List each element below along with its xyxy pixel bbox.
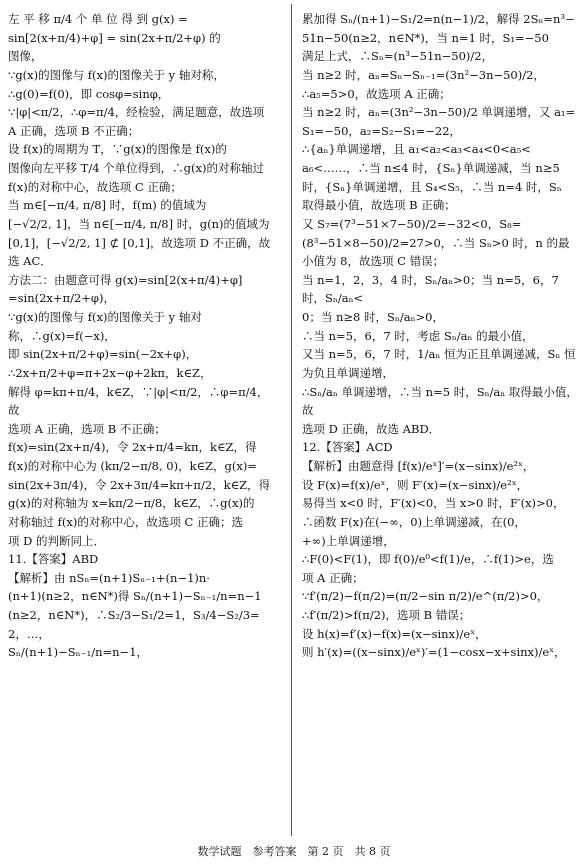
text-line: Sₙ/(n+1)−Sₙ₋₁/n=n−1， — [8, 645, 149, 660]
text-line: 设 F(x)=f(x)/eˣ，则 F′(x)=(x−sinx)/e²ˣ， — [302, 477, 529, 492]
column-divider — [291, 4, 292, 836]
text-line: 【解析】由题意得 [f(x)/eˣ]′=(x−sinx)/e²ˣ， — [302, 459, 535, 473]
text-line: 易得当 x<0 时，F′(x)<0，当 x>0 时，F′(x)>0， — [302, 496, 565, 511]
text-line: ∵g(x)的图像与 f(x)的图像关于 y 轴对称， — [8, 67, 225, 82]
text-line: ∵g(x)的图像与 f(x)的图像关于 y 轴对 — [8, 310, 202, 324]
text-line: 则 h′(x)=((x−sinx)/eˣ)′=(1−cosx−x+sinx)/eˣ， — [302, 645, 566, 660]
text-line: ∵|φ|<π/2，∴φ=π/4，经检验，满足题意，故选项 — [8, 105, 265, 120]
text-line: ∴F(0)<F(1)，即 f(0)/e⁰<f(1)/e，∴f(1)>e，选 — [302, 552, 554, 567]
text-line: (n≥2，n∈N*)，∴S₂/3−S₁/2=1，S₃/4−S₂/3=2，…， — [8, 608, 260, 641]
text-line: f(x)的对称中心，故选项 C 正确； — [8, 179, 182, 194]
text-line: ∴f′(π/2)>f(π/2)，选项 B 错误； — [302, 608, 471, 622]
text-line: 设 f(x)的周期为 T，∵g(x)的图像是 f(x)的 — [8, 142, 227, 157]
text-line: 即 sin(2x+π/2+φ)=sin(−2x+φ)， — [8, 347, 198, 362]
text-line: 又 S₇=(7³−51×7−50)/2=−32<0，S₈= — [302, 216, 522, 231]
text-line: sin(2x+3π/4)，令 2x+3π/4=kπ+π/2，k∈Z，得 — [8, 477, 271, 492]
right-column — [302, 10, 580, 662]
text-line: S₁=−50，a₂=S₂−S₁=−22， — [302, 123, 462, 138]
text-line: 【解析】由 nSₙ=(n+1)Sₙ₋₁+(n−1)n· — [8, 570, 210, 585]
text-line: 解得 φ=kπ+π/4，k∈Z，∵|φ|<π/2，∴φ=π/4，故 — [8, 384, 269, 418]
text-line: 又当 n=5，6，7 时，1/aₙ 恒为正且单调递减，Sₙ 恒 — [302, 347, 576, 362]
text-line: 取得最小值，故选项 B 正确； — [302, 198, 456, 213]
text-line: f(x)的对称中心为 (kπ/2−π/8, 0)，k∈Z，g(x)= — [8, 459, 258, 473]
text-line: ∴函数 F(x)在(−∞，0)上单调递减，在(0， — [302, 514, 526, 529]
text-line: 当 n≥2 时，aₙ=(3n²−3n−50)/2 单调递增，又 a₁= — [302, 105, 576, 120]
text-line: =sin(2x+π/2+φ)， — [8, 291, 115, 306]
left-column — [8, 10, 278, 662]
text-line: [0,1]，[−√2/2, 1] ⊄ [0,1]，故选项 D 不正确，故 — [8, 235, 271, 250]
text-line: 项 A 正确； — [302, 570, 364, 585]
text-line: 11.【答案】ABD — [8, 552, 99, 567]
text-line: ∵f′(π/2)−f(π/2)=(π/2−sin π/2)/e^(π/2)>0， — [302, 589, 549, 604]
text-line: 图像向左平移 T/4 个单位得到，∴g(x)的对称轴过 — [8, 161, 264, 175]
text-line: sin[2(x+π/4)+φ] = sin(2x+π/2+φ) 的 — [8, 30, 221, 45]
text-line: 当 n=1，2，3，4 时，Sₙ/aₙ>0；当 n=5，6，7 时，Sₙ/aₙ< — [302, 272, 559, 306]
text-line: 图像， — [8, 49, 43, 64]
text-line: ∴2x+π/2+φ=π+2x−φ+2kπ，k∈Z， — [8, 365, 212, 380]
text-line: 0；当 n≥8 时，Sₙ/aₙ>0， — [302, 310, 444, 324]
text-line: 当 n≥2 时，aₙ=Sₙ−Sₙ₋₁=(3n²−3n−50)/2， — [302, 67, 545, 82]
text-line: a₆<……，∴当 n≤4 时，{Sₙ}单调递减，当 n≥5 — [302, 161, 560, 175]
text-line: g(x)的对称轴为 x=kπ/2−π/8，k∈Z，∴g(x)的 — [8, 496, 255, 511]
text-line: 当 m∈[−π/4, π/8] 时，f(m) 的值域为 — [8, 198, 207, 213]
text-line: 累加得 Sₙ/(n+1)−S₁/2=n(n−1)/2，解得 2Sₙ=n³− — [302, 12, 575, 26]
text-line: 12.【答案】ACD — [302, 440, 393, 455]
text-line: 设 h(x)=f′(x)−f(x)=(x−sinx)/eˣ， — [302, 626, 487, 641]
page-footer: 数学试题 参考答案 第 2 页 共 8 页 — [197, 845, 391, 858]
text-line: ∴当 n=5，6，7 时，考虑 Sₙ/aₙ 的最小值， — [302, 328, 534, 343]
text-line: 时，{Sₙ}单调递增，且 S₄<S₅，∴当 n=4 时，Sₙ — [302, 179, 562, 194]
text-line: A 正确，选项 B 不正确； — [8, 123, 140, 138]
text-line: (n+1)(n≥2，n∈N*)得 Sₙ/(n+1)−Sₙ₋₁/n=n−1 — [8, 589, 262, 604]
text-line: (8³−51×8−50)/2=27>0，∴当 Sₙ>0 时，n 的最 — [302, 235, 570, 250]
text-line: 项 D 的判断同上． — [8, 533, 106, 548]
text-line: 称，∴g(x)=f(−x)， — [8, 328, 116, 343]
text-line: f(x)=sin(2x+π/4)，令 2x+π/4=kπ，k∈Z，得 — [8, 440, 257, 455]
text-line: 满足上式，∴Sₙ=(n³−51n−50)/2， — [302, 49, 494, 64]
text-line: 对称轴过 f(x)的对称中心，故选项 C 正确；选 — [8, 514, 243, 529]
text-line: [−√2/2, 1]，当 n∈[−π/4, π/8] 时，g(n)的值域为 — [8, 216, 270, 231]
text-line: 方法二：由题意可得 g(x)=sin[2(x+π/4)+φ] — [8, 272, 243, 287]
text-line: ∴a₅=5>0，故选项 A 正确； — [302, 86, 451, 101]
text-line: 小值为 8，故选项 C 错误； — [302, 254, 445, 269]
text-line: 选 AC． — [8, 254, 52, 269]
text-line: 51n−50(n≥2，n∈N*)，当 n=1 时，S₁=−50 — [302, 30, 549, 45]
text-line: +∞)上单调递增， — [302, 533, 395, 548]
text-line: ∴g(0)=f(0)，即 cosφ=sinφ， — [8, 86, 170, 101]
text-line: 左 平 移 π/4 个 单 位 得 到 g(x) = — [8, 12, 188, 26]
text-line: 选项 D 正确，故选 ABD． — [302, 421, 441, 436]
text-line: ∴Sₙ/aₙ 单调递增，∴当 n=5 时，Sₙ/aₙ 取得最小值，故 — [302, 384, 578, 418]
text-line: 选项 A 正确，选项 B 不正确； — [8, 421, 166, 436]
text-line: 为负且单调递增， — [302, 365, 394, 380]
text-line: ∴{aₙ}单调递增，且 a₁<a₂<a₃<a₄<0<a₅< — [302, 142, 531, 157]
